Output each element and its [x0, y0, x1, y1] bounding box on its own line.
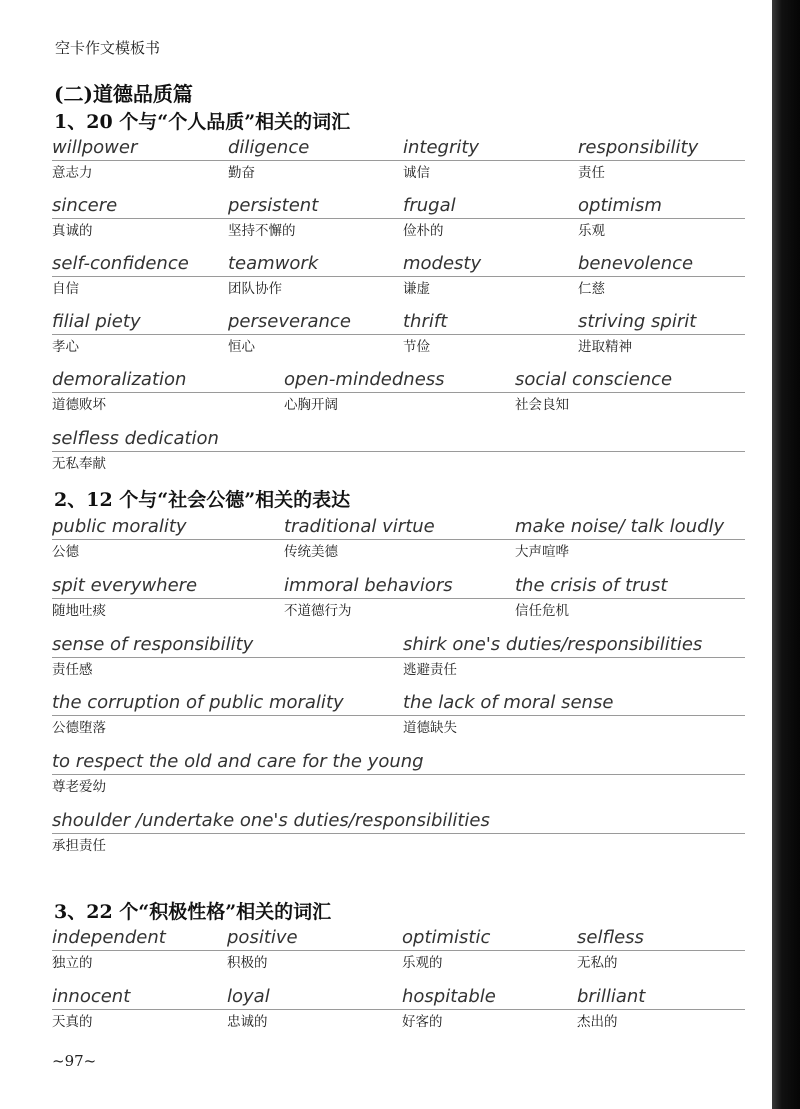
vocab-english: optimistic [402, 927, 491, 948]
vocab-chinese: 节俭 [403, 339, 430, 355]
vocab-chinese: 好客的 [402, 1014, 443, 1030]
vocab-row [52, 634, 745, 684]
vocab-english: demoralization [52, 369, 187, 390]
vocab-chinese: 仁慈 [578, 281, 605, 297]
vocab-item [52, 986, 130, 1031]
vocab-item [515, 516, 724, 561]
vocab-chinese: 进取精神 [578, 339, 632, 355]
vocab-chinese: 随地吐痰 [52, 603, 106, 619]
vocab-item [52, 927, 166, 972]
vocab-row [52, 575, 745, 625]
vocab-chinese: 大声喧哗 [515, 544, 569, 560]
vocab-item [403, 253, 481, 298]
vocab-item [403, 692, 613, 737]
vocab-item [578, 195, 662, 240]
vocab-chinese: 公德堕落 [52, 720, 106, 736]
vocab-chinese: 社会良知 [515, 397, 569, 413]
vocab-item [578, 253, 693, 298]
vocab-item [402, 927, 490, 972]
vocab-item [52, 195, 117, 240]
vocab-english: traditional virtue [284, 516, 435, 537]
vocab-chinese: 勤奋 [228, 165, 255, 181]
vocab-chinese: 真诚的 [52, 223, 93, 239]
subsection-heading-social-morality: 2、12 个与“社会公德”相关的表达 [54, 489, 351, 511]
vocab-english: to respect the old and care for the young [52, 751, 424, 772]
vocab-item [402, 986, 496, 1031]
vocab-english: persistent [228, 195, 319, 216]
vocab-chinese: 意志力 [52, 165, 93, 181]
section-title: (二)道德品质篇 [54, 82, 193, 106]
vocab-item [52, 428, 219, 473]
vocab-item [228, 137, 309, 182]
vocab-english: independent [52, 927, 166, 948]
vocab-item [52, 634, 253, 679]
vocab-item [284, 369, 445, 414]
vocab-english: social conscience [515, 369, 673, 390]
vocab-item [284, 575, 453, 620]
scan-edge-shadow [772, 0, 800, 1109]
vocab-item [52, 369, 186, 414]
vocab-english: teamwork [228, 253, 319, 274]
vocab-english: hospitable [402, 986, 496, 1007]
vocab-chinese: 责任感 [52, 662, 93, 678]
vocab-chinese: 杰出的 [577, 1014, 618, 1030]
vocab-item [52, 575, 197, 620]
vocab-item [403, 634, 702, 679]
vocab-item [578, 137, 698, 182]
vocab-chinese: 坚持不懈的 [228, 223, 296, 239]
vocab-item [577, 986, 645, 1031]
vocab-item [515, 575, 667, 620]
vocab-chinese: 忠诚的 [227, 1014, 268, 1030]
vocab-item [52, 137, 137, 182]
vocab-item [228, 311, 351, 356]
vocab-chinese: 团队协作 [228, 281, 282, 297]
vocab-english: selfless [577, 927, 644, 948]
vocab-item [403, 195, 456, 240]
vocab-item [578, 311, 696, 356]
vocab-english: sincere [52, 195, 118, 216]
vocab-chinese: 尊老爱幼 [52, 779, 106, 795]
vocab-row [52, 751, 745, 801]
vocab-item [52, 692, 344, 737]
vocab-item [228, 195, 318, 240]
vocab-chinese: 谦虚 [403, 281, 430, 297]
vocab-chinese: 无私的 [577, 955, 618, 971]
vocab-chinese: 积极的 [227, 955, 268, 971]
vocab-english: shoulder /undertake one's duties/responsibilities [52, 810, 490, 831]
vocab-item [52, 311, 141, 356]
vocab-english: sense of responsibility [52, 634, 254, 655]
vocab-row [52, 986, 745, 1036]
vocab-english: modesty [403, 253, 482, 274]
vocab-item [227, 986, 270, 1031]
subsection-heading-positive-character: 3、22 个“积极性格”相关的词汇 [54, 901, 332, 923]
vocab-item [52, 516, 187, 561]
vocab-chinese: 道德缺失 [403, 720, 457, 736]
vocab-chinese: 独立的 [52, 955, 93, 971]
vocab-row [52, 692, 745, 742]
vocab-chinese: 天真的 [52, 1014, 93, 1030]
vocab-row [52, 810, 745, 860]
subsection-heading-personal-qualities: 1、20 个与“个人品质”相关的词汇 [54, 111, 351, 133]
vocab-english: spit everywhere [52, 575, 198, 596]
vocab-item [52, 751, 424, 796]
vocab-item [515, 369, 672, 414]
page-header: 空卡作文模板书 [55, 39, 161, 57]
vocab-english: thrift [403, 311, 448, 332]
vocab-chinese: 孝心 [52, 339, 79, 355]
vocab-row [52, 516, 745, 566]
vocab-chinese: 逃避责任 [403, 662, 457, 678]
vocab-english: brilliant [577, 986, 646, 1007]
vocab-chinese: 乐观的 [402, 955, 443, 971]
vocab-english: optimism [578, 195, 662, 216]
vocab-english: perseverance [228, 311, 351, 332]
vocab-english: positive [227, 927, 298, 948]
vocab-item [227, 927, 298, 972]
vocab-english: loyal [227, 986, 270, 1007]
vocab-item [403, 137, 479, 182]
vocab-english: self-confidence [52, 253, 189, 274]
vocab-chinese: 自信 [52, 281, 79, 297]
vocab-item [52, 253, 189, 298]
vocab-english: the crisis of trust [515, 575, 668, 596]
vocab-english: innocent [52, 986, 131, 1007]
vocab-chinese: 俭朴的 [403, 223, 444, 239]
vocab-english: immoral behaviors [284, 575, 453, 596]
vocab-item [403, 311, 447, 356]
vocab-chinese: 承担责任 [52, 838, 106, 854]
vocab-chinese: 恒心 [228, 339, 255, 355]
vocab-item [577, 927, 644, 972]
vocab-chinese: 传统美德 [284, 544, 338, 560]
vocab-row [52, 195, 745, 245]
vocab-english: filial piety [52, 311, 141, 332]
vocab-row [52, 311, 745, 361]
vocab-english: the lack of moral sense [403, 692, 614, 713]
vocab-english: the corruption of public morality [52, 692, 344, 713]
vocab-chinese: 无私奉献 [52, 456, 106, 472]
vocab-english: diligence [228, 137, 310, 158]
vocab-english: striving spirit [578, 311, 697, 332]
vocab-row [52, 428, 745, 478]
vocab-english: integrity [403, 137, 480, 158]
vocab-item [284, 516, 435, 561]
vocab-row [52, 927, 745, 977]
vocab-english: public morality [52, 516, 187, 537]
vocab-english: responsibility [578, 137, 699, 158]
vocab-english: selfless dedication [52, 428, 219, 449]
vocab-chinese: 信任危机 [515, 603, 569, 619]
vocab-english: make noise/ talk loudly [515, 516, 725, 537]
vocab-english: frugal [403, 195, 456, 216]
vocab-row [52, 253, 745, 303]
vocab-chinese: 乐观 [578, 223, 605, 239]
vocab-chinese: 不道德行为 [284, 603, 352, 619]
vocab-chinese: 心胸开阔 [284, 397, 338, 413]
vocab-chinese: 道德败坏 [52, 397, 106, 413]
vocab-row [52, 369, 745, 419]
vocab-english: willpower [52, 137, 138, 158]
vocab-chinese: 公德 [52, 544, 79, 560]
vocab-row [52, 137, 745, 187]
vocab-item [52, 810, 490, 855]
vocab-chinese: 诚信 [403, 165, 430, 181]
vocab-english: open-mindedness [284, 369, 445, 390]
vocab-chinese: 责任 [578, 165, 605, 181]
vocab-english: benevolence [578, 253, 694, 274]
vocab-english: shirk one's duties/responsibilities [403, 634, 703, 655]
page-number: ~97~ [52, 1052, 97, 1070]
vocab-item [228, 253, 318, 298]
